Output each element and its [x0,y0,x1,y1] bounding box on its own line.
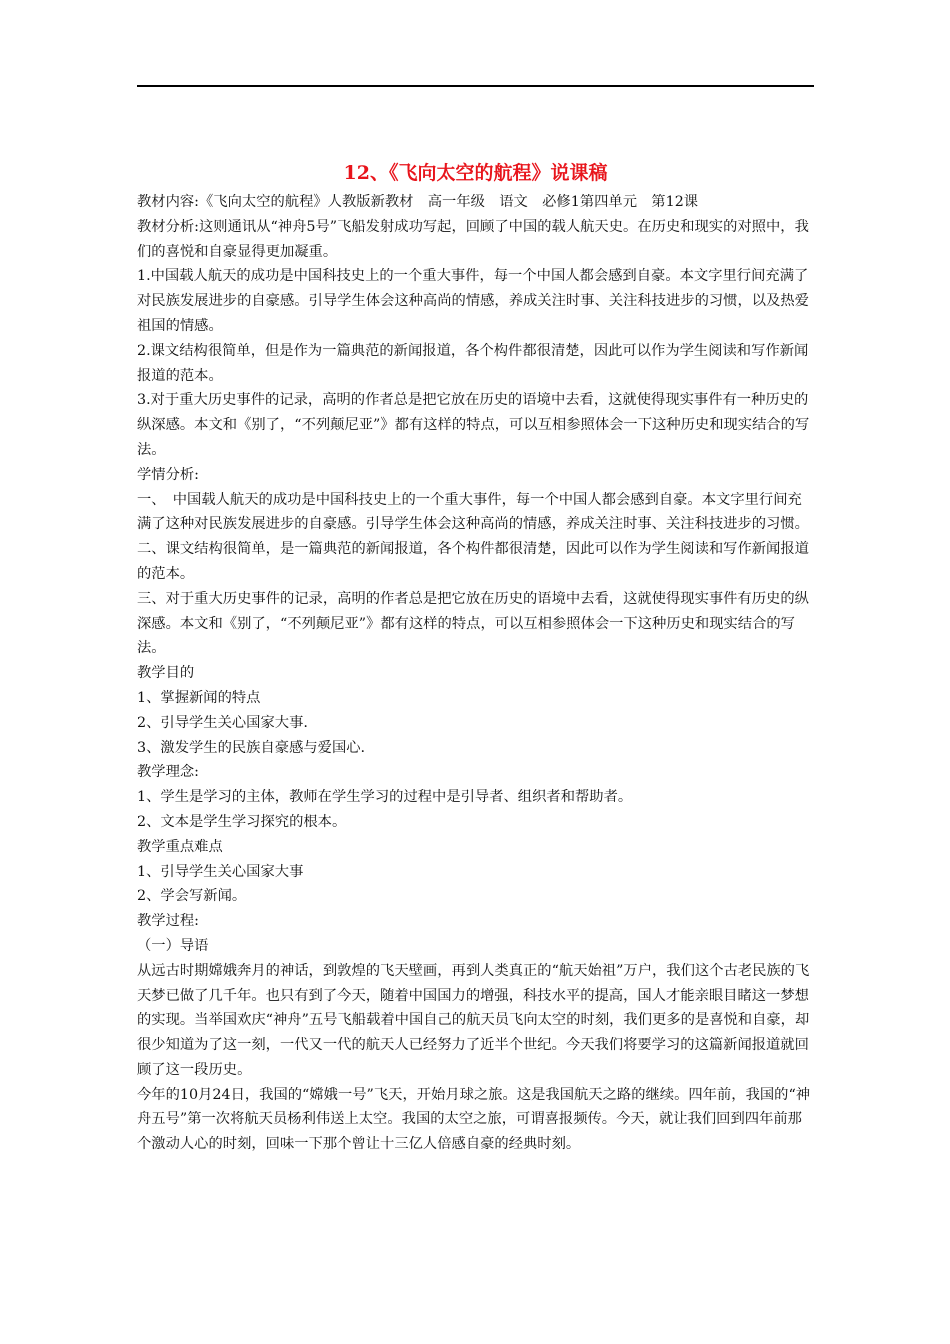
list-item: 1、学生是学习的主体，教师在学生学习的过程中是引导者、组织者和帮助者。 [137,789,633,806]
paragraph: 1.中国载人航天的成功是中国科技史上的一个重大事件，每一个中国人都会感到自豪。本文字里行间充满了对民族发展进步的自豪感。引导学生体会这种高尚的情感，养成关注时事、关注科技进步的习惯，以及热爱祖国的情感。 [137,268,809,334]
list-item: 3、激发学生的民族自豪感与爱国心. [137,739,366,756]
document-body [137,190,814,1157]
list-item: 2、学会写新闻。 [137,888,247,905]
paragraph: 教材分析:这则通讯从“神舟5号”飞船发射成功写起，回顾了中国的载人航天史。在历史和现实的对照中，我们的喜悦和自豪显得更加凝重。 [137,218,809,260]
paragraph: 从远古时期嫦娥奔月的神话，到敦煌的飞天壁画，再到人类真正的“航天始祖”万户，我们这个古老民族的飞天梦已做了几千年。也只有到了今天，随着中国国力的增强，科技水平的提高，国人才能亲眼目睹这一梦想的实现。当举国欢庆“神舟”五号飞船载着中国自己的航天员飞向太空的时刻，我们更多的是喜悦和自豪，却很少知道为了这一刻，一代又一代的航天人已经努力了近半个世纪。今天我们将要学习的这篇新闻报道就回顾了这一段历史。 [137,962,810,1078]
paragraph: 2.课文结构很简单，但是作为一篇典范的新闻报道，各个构件都很清楚，因此可以作为学生阅读和写作新闻报道的范本。 [137,342,809,384]
list-item: 1、掌握新闻的特点 [137,689,261,706]
paragraph: 今年的10月24日，我国的“嫦娥一号”飞天，开始月球之旅。这是我国航天之路的继续。四年前，我国的“神舟五号”第一次将航天员杨利伟送上太空。我国的太空之旅，可谓喜报频传。今天，就让我们回到四年前那个激动人心的时刻，回味一下那个曾让十三亿人倍感自豪的经典时刻。 [137,1086,811,1153]
section-heading: 教学过程: [137,913,200,930]
section-heading: 教学重点难点 [137,838,223,855]
paragraph: 二、课文结构很简单，是一篇典范的新闻报道，各个构件都很清楚，因此可以作为学生阅读和写作新闻报道的范本。 [137,541,809,582]
paragraph: 一、 中国载人航天的成功是中国科技史上的一个重大事件，每一个中国人都会感到自豪。本文字里行间充满了这种对民族发展进步的自豪感。引导学生体会这种高尚的情感，养成关注时事、关注科技进步的习惯。 [137,491,809,533]
list-item: 1、引导学生关心国家大事 [137,863,304,880]
section-heading: 教学目的 [137,665,195,682]
paragraph: 三、对于重大历史事件的记录，高明的作者总是把它放在历史的语境中去看，这就使得现实事件有历史的纵深感。本文和《别了，“不列颠尼亚”》都有这样的特点，可以互相参照体会一下这种历史和现实结合的写法。 [137,590,809,657]
list-item: 2、引导学生关心国家大事. [137,714,308,731]
header-rule [137,85,814,87]
section-heading: 教学理念: [137,764,200,781]
document-title: 12、《飞向太空的航程》说课稿 [343,162,608,184]
section-heading: 学情分析: [137,466,200,483]
list-item: 2、文本是学生学习探究的根本。 [137,813,347,830]
paragraph: 3.对于重大历史事件的记录，高明的作者总是把它放在历史的语境中去看，这就使得现实事件有一种历史的纵深感。本文和《别了，“不列颠尼亚”》都有这样的特点，可以互相参照体会一下这种历史和现实结合的写法。 [137,392,810,458]
subsection-heading: （一）导语 [137,937,209,954]
paragraph: 教材内容:《飞向太空的航程》人教版新教材 高一年级 语文 必修1第四单元 第12课 [137,194,699,210]
